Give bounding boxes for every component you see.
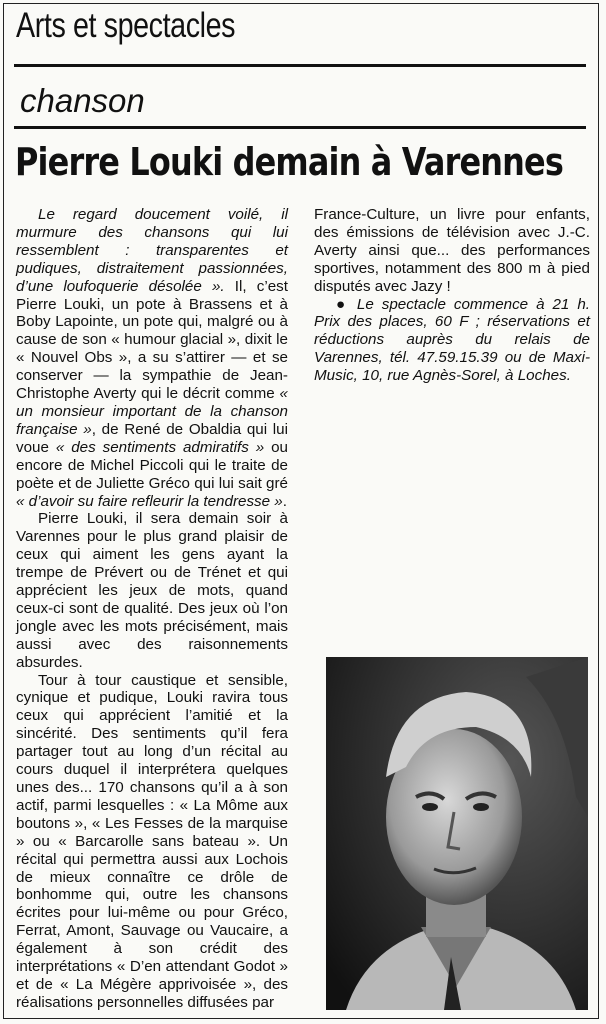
article-paragraph-2: Pierre Louki, il sera demain soir à Varennes pour le plus grand plaisir de ceux qui aiment les gens ayant la trempe de Prévert ou de Trénet et qui apprécient les jeux de mots, quand ceux-ci sont de qualité. Des jeux où l’on jongle avec les mots précisément, mais aussi avec des raisonnements absurdes. (16, 510, 288, 671)
section-label: chanson (20, 82, 145, 119)
article-column-right (314, 206, 590, 651)
article-paragraph-3: Tour à tour caustique et sensible, cynique et pudique, Louki ravira tous ceux qui apprécient l’amitié et la sincérité. Des sentiments qu’il fera partager tout au long d’un récital au cours duquel il interprétera quelques unes des... 170 chansons qu’il a à son actif, parmi lesquelles : « La Môme aux boutons », « Les Fesses de la marquise » ou « Barcarolle sans bateau ». Un récital qui permettra aussi aux Lochois de mieux connaître ce drôle de bonhomme qui, outre les chansons écrites pour lui-même ou pour Gréco, Ferrat, Amont, Sauvage ou Vaucaire, a également à son crédit des interprétations « D’en attendant Godot » et de « La Mégère apprivoisée », des réalisations personnelles diffusées par (16, 671, 288, 1011)
bullet-icon: ● (336, 295, 349, 313)
article-text: . (282, 492, 287, 510)
rubric-title: Arts et spectacles (16, 6, 236, 45)
article-column-left (16, 206, 288, 1012)
practical-info (314, 296, 590, 386)
portrait-photo (326, 657, 588, 1010)
article-text: , de René de Obaldia qui lui voue (16, 420, 288, 456)
article-text: ou encore de Michel Piccoli qui le traite de poète et de Juliette Gréco qui lui sait gré (16, 438, 288, 492)
portrait-image (326, 657, 588, 1010)
rubric-rule (14, 64, 586, 67)
section-rule (14, 126, 586, 129)
quote-averty: « un monsieur important de la chanson française » (16, 385, 288, 438)
quote-obaldia: « des sentiments admiratifs » (55, 438, 265, 456)
article-paragraph-1 (16, 206, 288, 510)
headline: Pierre Louki demain à Varennes (15, 140, 564, 184)
article-text: Il, c’est Pierre Louki, un pote à Brassens et à Boby Lapointe, un pote qui, malgré ou à cause de son « humour glacial », dixit le « Nouvel Obs », a su s’attirer — et se conserver — la sympathie de Jean-Christophe Averty qui le décrit comme (16, 277, 288, 403)
practical-info-text: Le spectacle commence à 21 h. Prix des places, 60 F ; réservations et réductions auprès du relais de Varennes, tél. 47.59.15.39 ou de Maxi-Music, 10, rue Agnès-Sorel, à Loches. (314, 295, 590, 385)
quote-greco: « d’avoir su faire refleurir la tendresse » (16, 492, 283, 510)
article-lead: Le regard doucement voilé, il murmure des chansons qui lui ressemblent : transparentes et pudiques, distraitement passionnées, d’une loufoquerie désolée ». (16, 206, 288, 295)
article-paragraph-3-continued: France-Culture, un livre pour enfants, des émissions de télévision avec J.-C. Averty ainsi que... des performances sportives, notamment des 800 m à pied disputés avec Jazy ! (314, 206, 590, 295)
